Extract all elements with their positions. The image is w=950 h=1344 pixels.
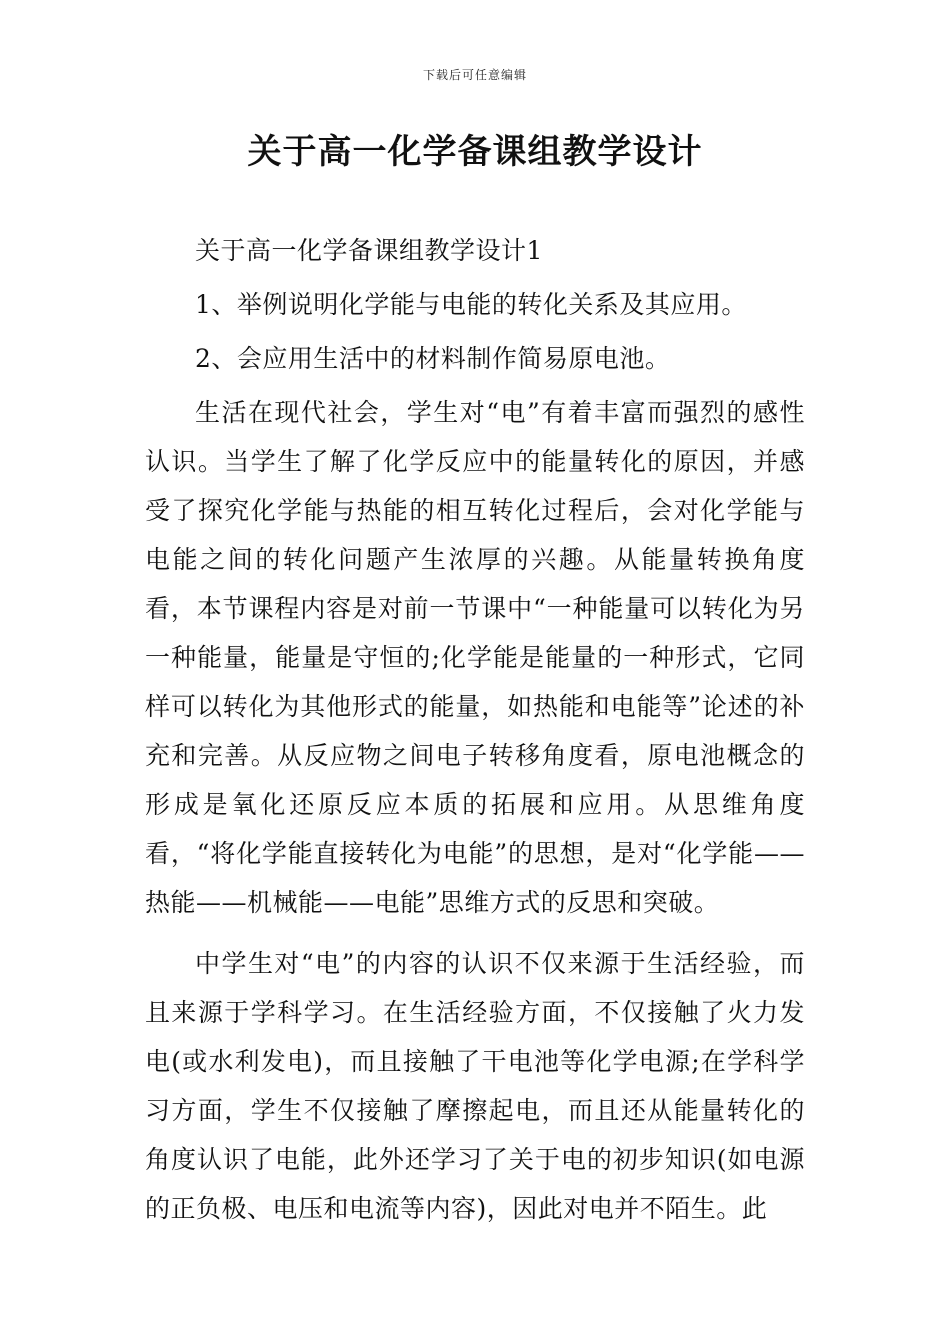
body-paragraph: 中学生对“电”的内容的认识不仅来源于生活经验，而且来源于学科学习。在生活经验方面，不仅接触了火力发电(或水利发电)，而且接触了干电池等化学电源;在学科学习方面，学生不仅接触了摩擦起电，而且还从能量转化的角度认识了电能，此外还学习了关于电的初步知识(如电源的正负极、电压和电流等内容)，因此对电并不陌生。此 — [145, 949, 805, 1223]
section-heading: 关于高一化学备课组教学设计1 — [195, 236, 543, 265]
list-item: 1、举例说明化学能与电能的转化关系及其应用。 — [195, 290, 747, 319]
list-item: 2、会应用生活中的材料制作简易原电池。 — [195, 344, 671, 373]
body-paragraph: 生活在现代社会，学生对“电”有着丰富而强烈的感性认识。当学生了解了化学反应中的能量转化的原因，并感受了探究化学能与热能的相互转化过程后，会对化学能与电能之间的转化问题产生浓厚的兴趣。从能量转换角度看，本节课程内容是对前一节课中“一种能量可以转化为另一种能量，能量是守恒的;化学能是能量的一种形式，它同样可以转化为其他形式的能量，如热能和电能等”论述的补充和完善。从反应物之间电子转移角度看，原电池概念的形成是氧化还原反应本质的拓展和应用。从思维角度看，“将化学能直接转化为电能”的思想，是对“化学能——热能——机械能——电能”思维方式的反思和突破。 — [145, 398, 805, 917]
document-body — [145, 226, 805, 1233]
document-title: 关于高一化学备课组教学设计 — [247, 132, 703, 172]
header-note: 下载后可任意编辑 — [422, 68, 527, 82]
